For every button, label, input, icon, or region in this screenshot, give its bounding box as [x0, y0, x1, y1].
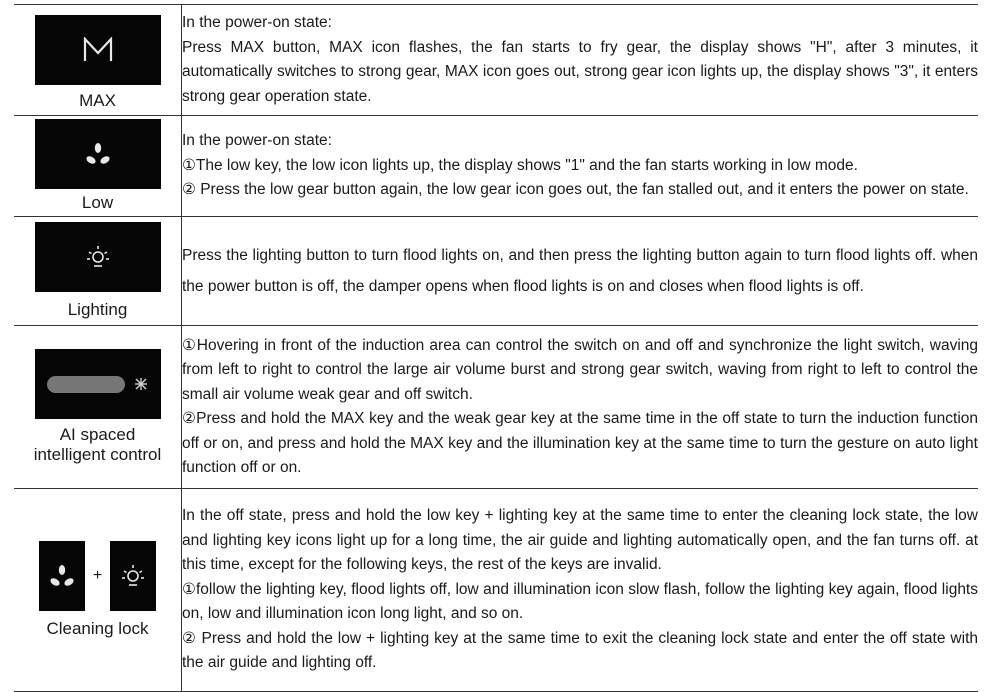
induction-area-bar: [47, 376, 125, 393]
paragraph: ② Press the low gear button again, the low gear icon goes out, the fan stalled out, and it enters the power on state.: [182, 181, 969, 199]
icon-cell-low: [14, 116, 182, 217]
paragraph: In the power-on state:: [182, 132, 332, 150]
icon-cell-ai: [14, 326, 182, 489]
fan-icon: [49, 564, 75, 588]
light-bulb-icon: [120, 563, 146, 589]
paragraph: Press the lighting button to turn flood lights on, and then press the lighting button again to turn flood lights off. when the power button is off, the damper opens when flood lights is on and closes when flood lights is off.: [182, 247, 978, 295]
fan-icon: [85, 142, 111, 166]
paragraph: ①follow the lighting key, flood lights off, low and illumination icon slow flash, follow the lighting key again, flood lights on, low and illumination icon long light, and so on.: [182, 580, 978, 623]
light-bulb-icon: [85, 244, 111, 270]
paragraph: ② Press and hold the low + lighting key at the same time to exit the cleaning lock state and enter the off state with the air guide and lighting off.: [182, 629, 978, 672]
icon-cell-max: [14, 5, 182, 116]
caption-lighting: Lighting: [67, 300, 128, 319]
plus-sign: +: [92, 567, 103, 584]
description-cleaning: [182, 489, 979, 692]
table-row-ai-control: [14, 326, 978, 489]
paragraph: Press MAX button, MAX icon flashes, the fan starts to fry gear, the display shows "H", after 3 minutes, it automatically switches to strong gear, MAX icon goes out, strong gear icon lights up, the display shows "3", it enters strong gear operation state.: [182, 38, 978, 105]
table-row-cleaning-lock: [14, 489, 978, 692]
description-lighting: [182, 217, 979, 326]
caption-ai-line1: AI spaced: [59, 425, 136, 444]
low-button-panel: [35, 119, 161, 189]
description-ai: [182, 326, 979, 489]
icon-cell-cleaning: [14, 489, 182, 692]
table-row-max: [14, 5, 978, 116]
lighting-button-panel: [35, 222, 161, 292]
lighting-key-panel: [110, 541, 156, 611]
paragraph: In the off state, press and hold the low key + lighting key at the same time to enter the cleaning lock state, the low and lighting key icons light up for a long time, the air guide and lighting automatically open, and the fan turns off. at this time, except for the following keys, the rest of the keys are invalid.: [182, 507, 978, 574]
paragraph: In the power-on state:: [182, 14, 332, 31]
caption-low: Low: [81, 193, 114, 212]
low-key-panel: [39, 541, 85, 611]
max-button-panel: [35, 15, 161, 85]
description-low: [182, 116, 979, 217]
max-m-icon: [83, 37, 113, 63]
caption-cleaning: Cleaning lock: [46, 619, 149, 638]
paragraph: ①The low key, the low icon lights up, the display shows "1" and the fan starts working in low mode.: [182, 156, 858, 174]
function-table: [14, 4, 978, 692]
ai-sensor-panel: [35, 349, 161, 419]
cleaning-lock-combo: [14, 541, 181, 611]
table-row-low: [14, 116, 978, 217]
paragraph: ②Press and hold the MAX key and the weak gear key at the same time in the off state to turn the induction function off or on, and press and hold the MAX key and the illumination key at the same time to turn the gesture on auto light function off or on.: [182, 410, 978, 476]
icon-cell-lighting: [14, 217, 182, 326]
paragraph: ①Hovering in front of the induction area can control the switch on and off and synchronize the light switch, waving from left to right to control the large air volume burst and strong gear switch, waving from right to left to control the small air volume weak gear and off switch.: [182, 336, 978, 403]
caption-ai-line2: intelligent control: [33, 445, 162, 464]
description-max: [182, 5, 979, 116]
gesture-sensor-icon: [133, 377, 149, 391]
caption-max: MAX: [79, 91, 116, 110]
table-row-lighting: [14, 217, 978, 326]
